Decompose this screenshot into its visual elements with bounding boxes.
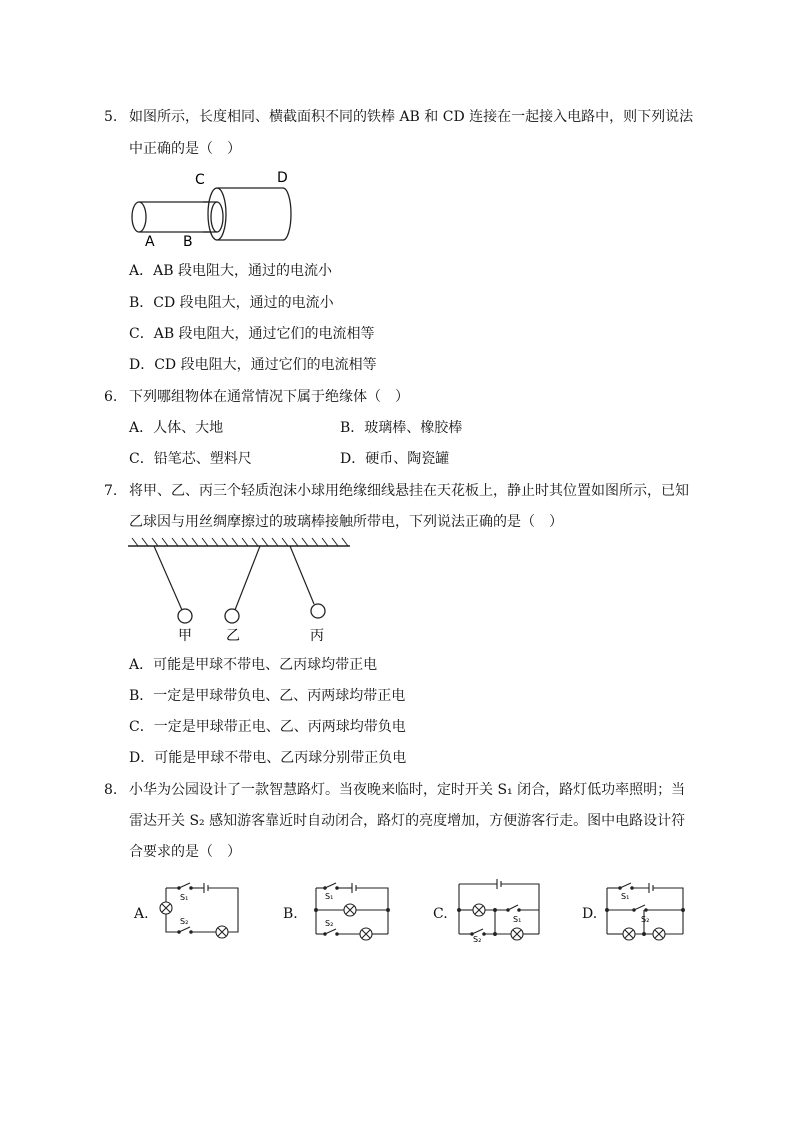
- q5-option-a[interactable]: A．AB 段电阻大，通过的电流小: [129, 263, 332, 279]
- q6-option-b[interactable]: B．玻璃棒、橡胶棒: [340, 420, 463, 436]
- circuit-option-c-label[interactable]: C.: [433, 906, 448, 922]
- q5-option-d[interactable]: D．CD 段电阻大，通过它们的电流相等: [129, 357, 377, 373]
- s2-label: S₂: [473, 935, 482, 944]
- circuit-option-b-label[interactable]: B.: [283, 906, 298, 922]
- q6-option-a[interactable]: A．人体、大地: [129, 420, 224, 436]
- circuit-option-c[interactable]: [455, 878, 545, 942]
- q6-option-d[interactable]: D．硬币、陶瓷罐: [340, 451, 450, 467]
- q5-number: 5.: [104, 109, 118, 125]
- circuit-option-a[interactable]: [158, 880, 243, 940]
- q8-stem-line3: 合要求的是（ ）: [129, 844, 241, 860]
- ball-label-jia: 甲: [178, 628, 192, 644]
- q8-stem-line1: 小华为公园设计了一款智慧路灯。当夜晚来临时，定时开关 S₁ 闭合，路灯低功率照明；当: [129, 782, 686, 798]
- q7-pendulum-figure: [128, 538, 353, 648]
- ball-label-yi: 乙: [226, 628, 240, 644]
- q7-option-b[interactable]: B．一定是甲球带负电、乙、丙两球均带正电: [129, 688, 406, 704]
- q5-option-c[interactable]: C．AB 段电阻大，通过它们的电流相等: [129, 326, 375, 342]
- q8-number: 8.: [104, 782, 118, 798]
- q6-stem-line1: 下列哪组物体在通常情况下属于绝缘体（ ）: [129, 389, 409, 405]
- q7-option-a[interactable]: A．可能是甲球不带电、乙丙球均带正电: [129, 657, 378, 673]
- label-D: D: [277, 170, 288, 186]
- s2-label: S₂: [641, 915, 650, 924]
- circuit-option-d-label[interactable]: D.: [582, 906, 598, 922]
- s2-label: S₂: [325, 919, 334, 928]
- q5-rod-figure: [125, 168, 305, 248]
- s1-label: S₁: [325, 892, 334, 901]
- circuit-option-b[interactable]: [308, 880, 393, 942]
- q7-stem-line1: 将甲、乙、丙三个轻质泡沫小球用绝缘细线悬挂在天花板上，静止时其位置如图所示，已知: [129, 483, 689, 499]
- ball-label-bing: 丙: [310, 628, 324, 644]
- label-C: C: [195, 172, 205, 188]
- q5-stem-line2: 中正确的是（ ）: [129, 141, 241, 157]
- label-A: A: [145, 234, 155, 250]
- label-B: B: [183, 234, 193, 250]
- q7-number: 7.: [104, 483, 118, 499]
- q7-option-d[interactable]: D．可能是甲球不带电、乙丙球分别带正负电: [129, 750, 407, 766]
- q7-option-c[interactable]: C．一定是甲球带正电、乙、丙两球均带负电: [129, 719, 406, 735]
- q6-number: 6.: [104, 389, 118, 405]
- q6-option-c[interactable]: C．铅笔芯、塑料尺: [129, 451, 252, 467]
- s2-label: S₂: [180, 917, 189, 926]
- q8-stem-line2: 雷达开关 S₂ 感知游客靠近时自动闭合，路灯的亮度增加，方便游客行走。图中电路设计符: [129, 813, 686, 829]
- q5-stem-line1: 如图所示，长度相同、横截面积不同的铁棒 AB 和 CD 连接在一起接入电路中，则下列说法: [129, 109, 694, 125]
- circuit-option-a-label[interactable]: A.: [134, 906, 149, 922]
- q7-stem-line2: 乙球因与用丝绸摩擦过的玻璃棒接触所带电，下列说法正确的是（ ）: [129, 514, 563, 530]
- s1-label: S₁: [180, 893, 189, 902]
- q5-option-b[interactable]: B．CD 段电阻大，通过的电流小: [129, 295, 334, 311]
- circuit-option-d[interactable]: [603, 880, 688, 942]
- s1-label: S₁: [513, 915, 522, 924]
- s1-label: S₁: [621, 892, 630, 901]
